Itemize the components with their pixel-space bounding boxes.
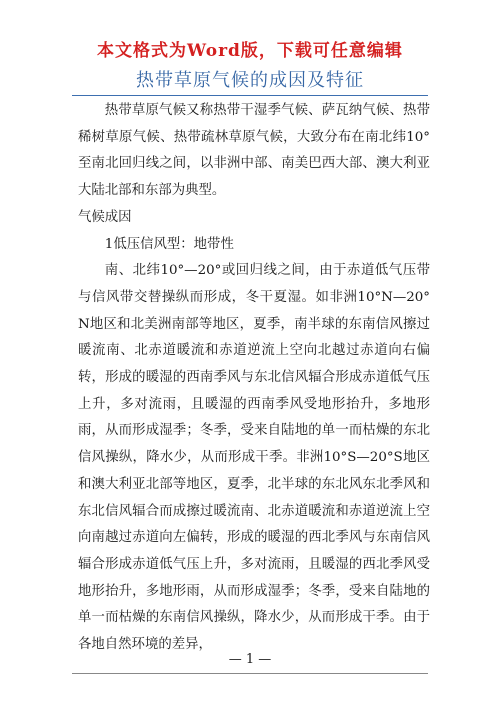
document-body <box>78 98 430 659</box>
document-title: 热带草原气候的成因及特征 <box>136 70 364 91</box>
word-format-banner: 本文格式为Word版，下载可任意编辑 <box>97 41 403 61</box>
header-divider <box>72 95 428 96</box>
page-number: — 1 — <box>228 652 272 667</box>
cause-paragraph: 南、北纬10°—20°或回归线之间，由于赤道低气压带与信风带交替操纵而形成，冬干夏湿。如非洲10°N—20°N地区和北美洲南部等地区，夏季，南半球的东南信风擦过暖流南、北赤道暖流和赤道逆流上空向北越过赤道向右偏转，形成的暖湿的西南季风与东北信风辐合形成赤道低气压上升，多对流雨，且暖湿的西南季风受地形抬升，多地形雨，从而形成湿季；冬季，受来自陆地的单一而枯燥的东北信风操纵，降水少，从而形成干季。非洲10°S—20°S地区和澳大利亚北部等地区，夏季，北半球的东北风东北季风和东北信风辐合而成擦过暖流南、北赤道暖流和赤道逆流上空向南越过赤道向左偏转，形成的暖湿的西北季风与东南信风辐合形成赤道低气压上升，多对流雨，且暖湿的西北季风受地形抬升，多地形雨，从而形成湿季；冬季，受来自陆地的单一而枯燥的东南信风操纵，降水少，从而形成干季。由于各地自然环境的差异， <box>78 263 430 653</box>
subsection-heading: 1低压信风型：地带性 <box>104 236 234 252</box>
section-heading: 气候成因 <box>78 209 132 225</box>
intro-paragraph: 热带草原气候又称热带干湿季气候、萨瓦纳气候、热带稀树草原气候、热带疏林草原气候，大致分布在南北纬10°至南北回归线之间，以非洲中部、南美巴西大部、澳大利亚大陆北部和东部为典型。 <box>78 103 430 199</box>
footer-divider <box>72 673 428 674</box>
